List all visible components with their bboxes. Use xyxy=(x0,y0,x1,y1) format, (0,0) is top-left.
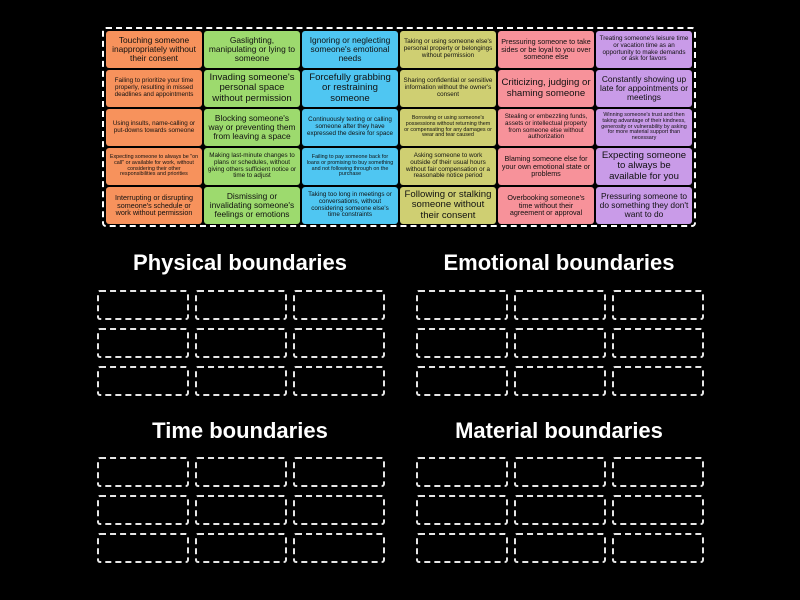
drop-slot[interactable] xyxy=(514,533,606,563)
drop-slot[interactable] xyxy=(612,533,704,563)
drop-slot[interactable] xyxy=(612,495,704,525)
sort-card[interactable]: Ignoring or neglecting someone's emotional needs xyxy=(302,31,398,68)
sort-card[interactable]: Stealing or embezzling funds, assets or intellectual property from someone else without authorization xyxy=(498,109,594,146)
drop-slot[interactable] xyxy=(97,457,189,487)
drop-slot[interactable] xyxy=(97,366,189,396)
sort-card[interactable]: Following or stalking someone without their consent xyxy=(400,187,496,224)
drop-slot[interactable] xyxy=(97,495,189,525)
sort-card[interactable]: Sharing confidential or sensitive information without the owner's consent xyxy=(400,70,496,107)
sort-card[interactable]: Forcefully grabbing or restraining someone xyxy=(302,70,398,107)
drop-slot[interactable] xyxy=(514,495,606,525)
sort-card[interactable]: Continuously texting or calling someone after they have expressed the desire for space xyxy=(302,109,398,146)
sort-card[interactable]: Taking or using someone else's personal property or belongings without permission xyxy=(400,31,496,68)
drop-slot[interactable] xyxy=(293,290,385,320)
drop-slot[interactable] xyxy=(293,533,385,563)
sort-card[interactable]: Invading someone's personal space without permission xyxy=(204,70,300,107)
drop-zone-emotional[interactable] xyxy=(416,290,704,396)
drop-slot[interactable] xyxy=(97,290,189,320)
sort-card[interactable]: Using insults, name-calling or put-downs towards someone xyxy=(106,109,202,146)
sort-card[interactable]: Borrowing or using someone's possessions without returning them or compensating for any damages or wear and tear caused xyxy=(400,109,496,146)
drop-slot[interactable] xyxy=(293,457,385,487)
drop-slot[interactable] xyxy=(612,366,704,396)
drop-slot[interactable] xyxy=(97,533,189,563)
drop-slot[interactable] xyxy=(416,328,508,358)
drop-slot[interactable] xyxy=(195,457,287,487)
group-title-emotional: Emotional boundaries xyxy=(443,250,675,275)
drop-slot[interactable] xyxy=(195,495,287,525)
sort-card[interactable]: Blocking someone's way or preventing them from leaving a space xyxy=(204,109,300,146)
sort-card[interactable]: Pressuring someone to do something they don't want to do xyxy=(596,187,692,224)
drop-slot[interactable] xyxy=(195,328,287,358)
drop-zone-physical[interactable] xyxy=(97,290,385,396)
drop-slot[interactable] xyxy=(416,290,508,320)
drop-slot[interactable] xyxy=(612,457,704,487)
sort-card[interactable]: Winning someone's trust and then taking advantage of their kindness, generosity or vulnerability by asking for more material support than necessary xyxy=(596,109,692,146)
drop-slot[interactable] xyxy=(416,533,508,563)
sort-card[interactable]: Failing to pay someone back for loans or promising to buy something and not following through on the purchase xyxy=(302,148,398,185)
drop-slot[interactable] xyxy=(416,495,508,525)
drop-zone-material[interactable] xyxy=(416,457,704,563)
group-title-material: Material boundaries xyxy=(455,418,663,443)
drop-slot[interactable] xyxy=(416,366,508,396)
drop-slot[interactable] xyxy=(195,533,287,563)
sort-card[interactable]: Touching someone inappropriately without their consent xyxy=(106,31,202,68)
card-pool xyxy=(102,27,696,227)
drop-slot[interactable] xyxy=(514,366,606,396)
drop-slot[interactable] xyxy=(195,290,287,320)
sort-card[interactable]: Blaming someone else for your own emotional state or problems xyxy=(498,148,594,185)
sort-card[interactable]: Gaslighting, manipulating or lying to someone xyxy=(204,31,300,68)
drop-slot[interactable] xyxy=(416,457,508,487)
sort-card[interactable]: Overbooking someone's time without their agreement or approval xyxy=(498,187,594,224)
drop-slot[interactable] xyxy=(514,290,606,320)
sort-card[interactable]: Making last-minute changes to plans or schedules, without giving others sufficient notice or time to adjust xyxy=(204,148,300,185)
sort-card[interactable]: Criticizing, judging or shaming someone xyxy=(498,70,594,107)
group-title-time: Time boundaries xyxy=(152,418,328,443)
drop-zone-time[interactable] xyxy=(97,457,385,563)
group-title-physical: Physical boundaries xyxy=(133,250,347,275)
sort-card[interactable]: Expecting someone to always be available for you xyxy=(596,148,692,185)
sort-card[interactable]: Failing to prioritize your time properly, resulting in missed deadlines and appointments xyxy=(106,70,202,107)
sort-card[interactable]: Treating someone's leisure time or vacation time as an opportunity to make demands or ask for favors xyxy=(596,31,692,68)
sort-card[interactable]: Interrupting or disrupting someone's schedule or work without permission xyxy=(106,187,202,224)
drop-slot[interactable] xyxy=(97,328,189,358)
drop-slot[interactable] xyxy=(514,328,606,358)
drop-slot[interactable] xyxy=(293,495,385,525)
sort-card[interactable]: Taking too long in meetings or conversations, without considering someone else's time constraints xyxy=(302,187,398,224)
drop-slot[interactable] xyxy=(612,328,704,358)
drop-slot[interactable] xyxy=(612,290,704,320)
sort-card[interactable]: Expecting someone to always be "on call" or available for work, without considering their other responsibilities and priorities xyxy=(106,148,202,185)
sort-card[interactable]: Dismissing or invalidating someone's feelings or emotions xyxy=(204,187,300,224)
sort-card[interactable]: Constantly showing up late for appointments or meetings xyxy=(596,70,692,107)
drop-slot[interactable] xyxy=(293,366,385,396)
drop-slot[interactable] xyxy=(293,328,385,358)
sort-card[interactable]: Pressuring someone to take sides or be loyal to you over someone else xyxy=(498,31,594,68)
drop-slot[interactable] xyxy=(195,366,287,396)
drop-slot[interactable] xyxy=(514,457,606,487)
sort-card[interactable]: Asking someone to work outside of their usual hours without fair compensation or a reasonable notice period xyxy=(400,148,496,185)
